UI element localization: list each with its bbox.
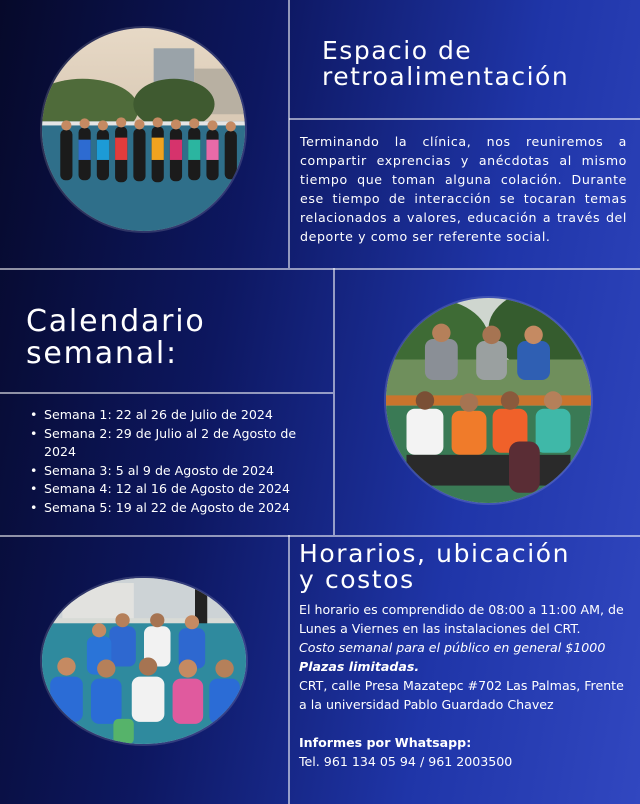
week-item: • Semana 4: 12 al 16 de Agosto de 2024 xyxy=(28,480,308,499)
phone-numbers: Tel. 961 134 05 94 / 961 2003500 xyxy=(299,754,513,769)
hours-title-line1: Horarios, ubicación xyxy=(299,539,571,568)
hours-title-line2: y costos xyxy=(299,565,415,595)
week-item: • Semana 1: 22 al 26 de Julio de 2024 xyxy=(28,406,308,425)
divider-vertical-bottom xyxy=(288,535,290,804)
divider-horizontal-2 xyxy=(0,535,640,537)
hours-details xyxy=(299,600,634,771)
feedback-title-line1: Espacio de xyxy=(322,36,473,65)
feedback-paragraph: Terminando la clínica, nos reuniremos a compartir exprencias y anécdotas al mismo tiempo que toman alguna colación. Durante ese tiempo de interacción se tocaran temas relacionados a valores, educación a través del deporte y como ser referente social. xyxy=(300,134,627,244)
calendar-title-line1: Calendario xyxy=(26,304,206,339)
calendar-title-line2: semanal: xyxy=(26,335,178,371)
limited-places-text: Plazas limitadas. xyxy=(299,659,420,674)
divider-vertical-middle xyxy=(333,268,335,535)
divider-horizontal-top-right xyxy=(289,118,640,120)
address-text: CRT, calle Presa Mazatepc #702 Las Palmas, Frente a la universidad Pablo Guardado Chavez xyxy=(299,678,624,712)
calendar-title xyxy=(26,306,206,369)
photo-coaches-players xyxy=(386,298,591,503)
cost-text: Costo semanal para el público en general $1000 xyxy=(299,640,606,655)
schedule-text: El horario es comprendido de 08:00 a 11:00 AM, de Lunes a Viernes en las instalaciones del CRT. xyxy=(299,602,624,636)
week-item: • Semana 3: 5 al 9 de Agosto de 2024 xyxy=(28,462,308,481)
divider-horizontal-1 xyxy=(0,268,640,270)
week-item: • Semana 2: 29 de Julio al 2 de Agosto de 2024 xyxy=(28,425,308,462)
hours-title xyxy=(299,541,570,594)
photo-group-court xyxy=(42,28,245,231)
week-list xyxy=(28,406,308,518)
whatsapp-label: Informes por Whatsapp: xyxy=(299,735,472,750)
week-item: • Semana 5: 19 al 22 de Agosto de 2024 xyxy=(28,499,308,518)
feedback-title-line2: retroalimentación xyxy=(322,62,570,92)
feedback-title xyxy=(322,38,569,91)
photo-girls-team xyxy=(42,578,246,744)
divider-vertical-top xyxy=(288,0,290,268)
divider-horizontal-middle-left xyxy=(0,392,333,394)
